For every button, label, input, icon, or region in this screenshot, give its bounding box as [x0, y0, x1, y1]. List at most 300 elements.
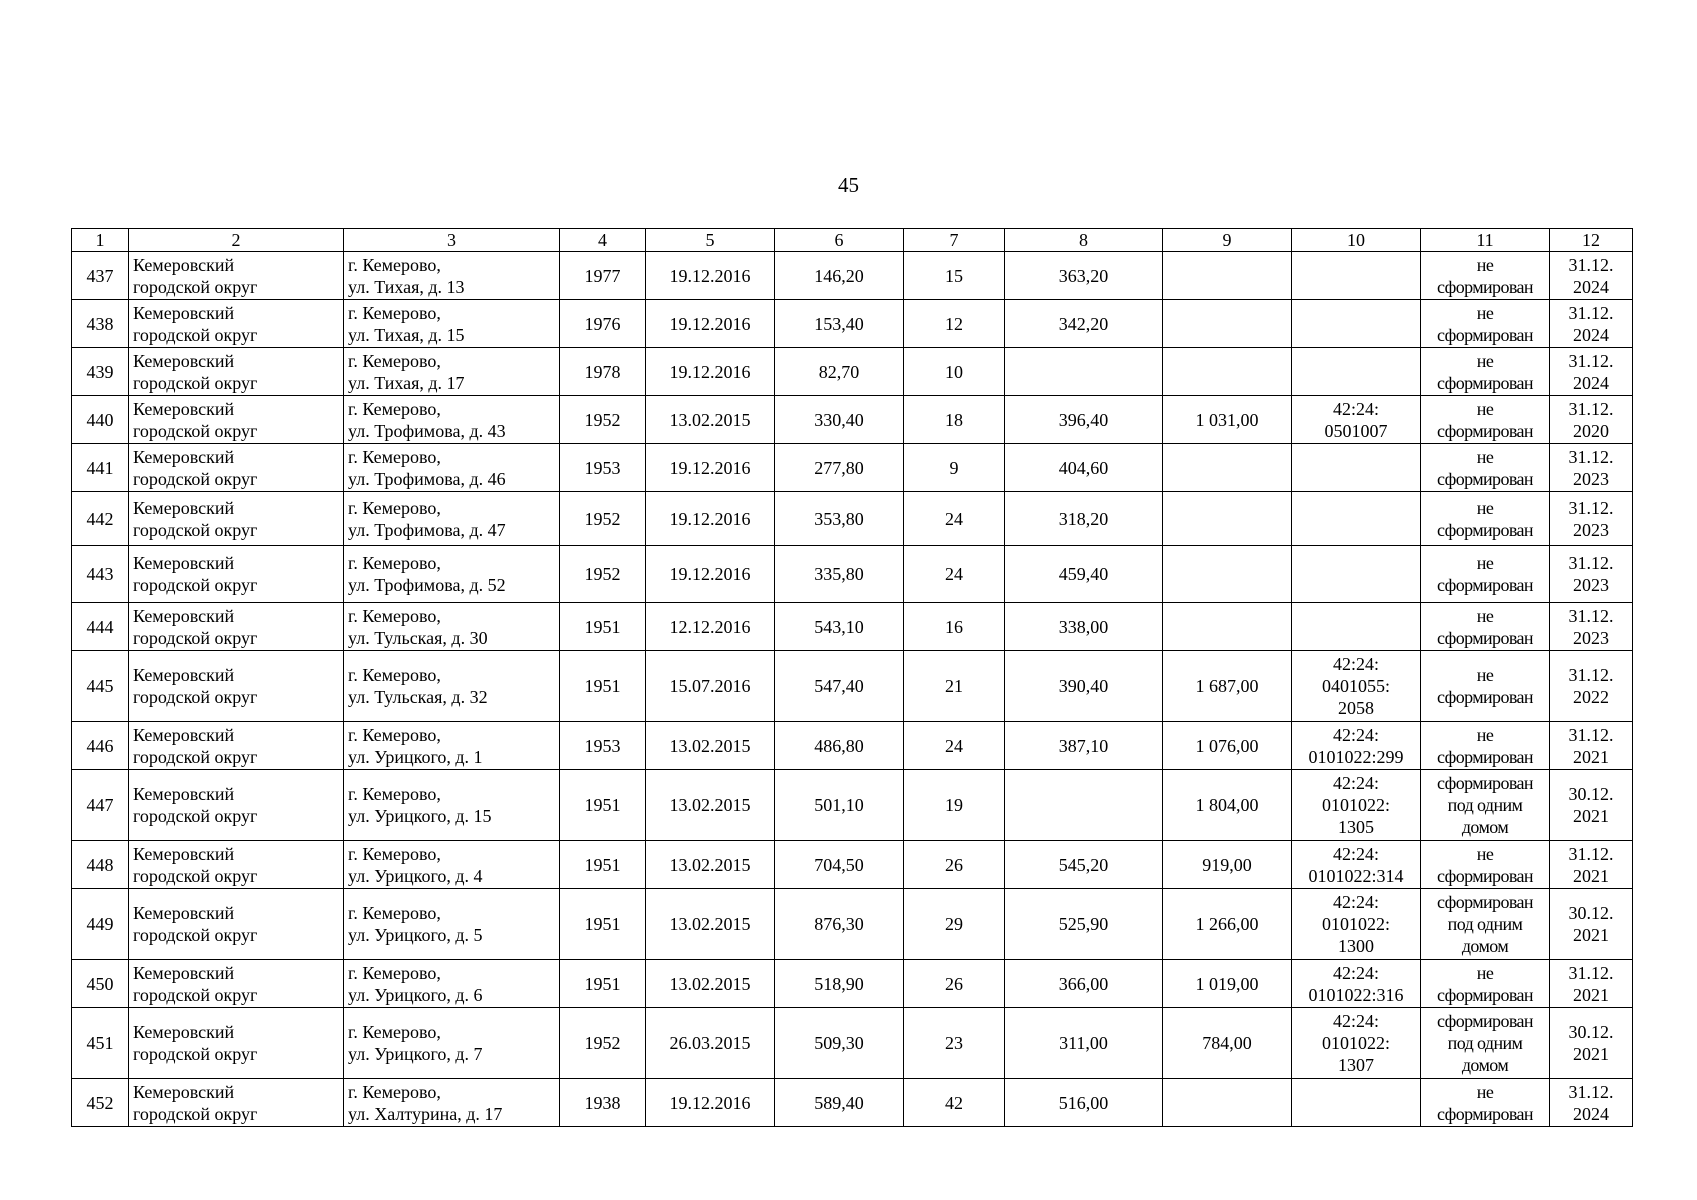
area-cell: 335,80: [775, 546, 904, 603]
deadline-cell-line: 31.12.: [1568, 962, 1614, 983]
deadline-cell-line: 2021: [1573, 984, 1609, 1005]
cadastral-number-cell-line: 0101022:314: [1308, 865, 1404, 886]
area2-cell: 545,20: [1005, 841, 1163, 889]
deadline-cell: [1550, 651, 1633, 722]
municipality-cell-line: Кемеровский: [133, 302, 235, 323]
year-cell: 1976: [560, 300, 646, 348]
deadline-cell-line: 31.12.: [1568, 843, 1614, 864]
land-area-cell: 1 076,00: [1163, 722, 1292, 770]
address-cell-line: г. Кемерово,: [348, 446, 441, 467]
address-cell: [344, 841, 560, 889]
municipality-cell-line: городской округ: [133, 984, 258, 1005]
land-status-cell-line: сформирован: [1437, 1103, 1533, 1124]
count-cell: 23: [904, 1008, 1005, 1079]
cadastral-number-cell: [1292, 889, 1421, 960]
area-cell: 518,90: [775, 960, 904, 1008]
count-cell: 12: [904, 300, 1005, 348]
municipality-cell-line: городской округ: [133, 324, 258, 345]
land-status-cell-line: домом: [1461, 936, 1509, 956]
land-area-cell: 1 687,00: [1163, 651, 1292, 722]
land-area-cell: [1163, 1079, 1292, 1127]
area-cell: 509,30: [775, 1008, 904, 1079]
deadline-cell-line: 31.12.: [1568, 302, 1614, 323]
count-cell: 24: [904, 492, 1005, 546]
address-cell: [344, 889, 560, 960]
row-number-cell: 441: [72, 444, 129, 492]
cadastral-number-cell: [1292, 960, 1421, 1008]
area-cell: 547,40: [775, 651, 904, 722]
year-cell: 1951: [560, 960, 646, 1008]
land-status-cell-line: сформирован: [1437, 687, 1533, 707]
land-status-cell-line: не: [1476, 350, 1494, 371]
year-cell: 1952: [560, 492, 646, 546]
municipality-cell-line: Кемеровский: [133, 398, 235, 419]
land-status-cell: [1421, 722, 1550, 770]
date-cell: 13.02.2015: [646, 889, 775, 960]
land-status-cell-line: сформирован: [1437, 276, 1533, 297]
cadastral-number-cell-line: 42:24:: [1332, 843, 1379, 864]
address-cell-line: ул. Халтурина, д. 17: [348, 1103, 503, 1124]
municipality-cell-line: Кемеровский: [133, 665, 235, 685]
address-cell-line: ул. Урицкого, д. 15: [348, 806, 492, 826]
address-cell-line: г. Кемерово,: [348, 398, 441, 419]
land-status-cell-line: под одним: [1447, 1033, 1523, 1053]
cadastral-number-cell-line: 0101022:316: [1308, 984, 1404, 1005]
municipality-cell-line: Кемеровский: [133, 605, 235, 626]
address-cell-line: г. Кемерово,: [348, 1081, 441, 1102]
row-number-cell: 442: [72, 492, 129, 546]
deadline-cell: [1550, 396, 1633, 444]
count-cell: 15: [904, 252, 1005, 300]
table-row: [72, 444, 1633, 492]
date-cell: 19.12.2016: [646, 546, 775, 603]
cadastral-number-cell-line: 42:24:: [1332, 962, 1379, 983]
row-number-cell: 440: [72, 396, 129, 444]
date-cell: 13.02.2015: [646, 960, 775, 1008]
row-number-cell: 439: [72, 348, 129, 396]
address-cell: [344, 546, 560, 603]
row-number-cell: 452: [72, 1079, 129, 1127]
date-cell: 19.12.2016: [646, 252, 775, 300]
count-cell: 10: [904, 348, 1005, 396]
municipality-cell: [129, 300, 344, 348]
municipality-cell-line: городской округ: [133, 575, 258, 595]
land-status-cell-line: не: [1476, 254, 1494, 275]
cadastral-number-cell: [1292, 300, 1421, 348]
municipality-cell-line: городской округ: [133, 746, 258, 767]
cadastral-number-cell-line: 2058: [1338, 698, 1374, 718]
land-area-cell: 919,00: [1163, 841, 1292, 889]
municipality-cell-line: Кемеровский: [133, 350, 235, 371]
address-cell: [344, 444, 560, 492]
address-cell-line: г. Кемерово,: [348, 254, 441, 275]
address-cell-line: ул. Трофимова, д. 47: [348, 519, 506, 540]
address-cell-line: г. Кемерово,: [348, 350, 441, 371]
year-cell: 1952: [560, 1008, 646, 1079]
column-header: 3: [344, 229, 560, 252]
municipality-cell-line: городской округ: [133, 420, 258, 441]
land-status-cell-line: не: [1476, 398, 1494, 419]
cadastral-number-cell: [1292, 1008, 1421, 1079]
deadline-cell-line: 30.12.: [1568, 903, 1614, 923]
land-area-cell: 784,00: [1163, 1008, 1292, 1079]
cadastral-number-cell-line: 0101022:: [1321, 795, 1390, 815]
deadline-cell: [1550, 492, 1633, 546]
date-cell: 19.12.2016: [646, 1079, 775, 1127]
address-cell-line: ул. Тульская, д. 32: [348, 687, 488, 707]
municipality-cell-line: городской округ: [133, 865, 258, 886]
area-cell: 543,10: [775, 603, 904, 651]
deadline-cell-line: 2021: [1573, 925, 1609, 945]
municipality-cell: [129, 546, 344, 603]
address-cell-line: ул. Тихая, д. 13: [348, 276, 465, 297]
cadastral-number-cell: [1292, 722, 1421, 770]
cadastral-number-cell-line: 1305: [1338, 817, 1374, 837]
table-row: [72, 1008, 1633, 1079]
column-header: 5: [646, 229, 775, 252]
land-status-cell-line: сформирован: [1437, 984, 1533, 1005]
land-status-cell-line: не: [1476, 497, 1494, 518]
column-header: 10: [1292, 229, 1421, 252]
land-status-cell-line: сформирован: [1437, 892, 1533, 912]
row-number-cell: 438: [72, 300, 129, 348]
area-cell: 501,10: [775, 770, 904, 841]
address-cell: [344, 252, 560, 300]
table-body: [72, 252, 1633, 1127]
deadline-cell-line: 2021: [1573, 746, 1609, 767]
deadline-cell-line: 2020: [1573, 420, 1609, 441]
row-number-cell: 444: [72, 603, 129, 651]
row-number-cell: 449: [72, 889, 129, 960]
municipality-cell: [129, 722, 344, 770]
address-cell-line: г. Кемерово,: [348, 605, 441, 626]
count-cell: 21: [904, 651, 1005, 722]
address-cell-line: г. Кемерово,: [348, 1022, 441, 1042]
area2-cell: 338,00: [1005, 603, 1163, 651]
row-number-cell: 443: [72, 546, 129, 603]
table-row: [72, 770, 1633, 841]
address-cell-line: г. Кемерово,: [348, 724, 441, 745]
land-status-cell-line: домом: [1461, 1055, 1509, 1075]
land-status-cell: [1421, 396, 1550, 444]
area2-cell: 363,20: [1005, 252, 1163, 300]
land-status-cell-line: сформирован: [1437, 372, 1533, 393]
deadline-cell-line: 31.12.: [1568, 724, 1614, 745]
land-status-cell-line: сформирован: [1437, 575, 1533, 595]
deadline-cell-line: 2024: [1573, 372, 1609, 393]
date-cell: 15.07.2016: [646, 651, 775, 722]
deadline-cell-line: 2021: [1573, 1044, 1609, 1064]
address-cell-line: г. Кемерово,: [348, 903, 441, 923]
land-status-cell-line: сформирован: [1437, 420, 1533, 441]
date-cell: 13.02.2015: [646, 770, 775, 841]
cadastral-number-cell: [1292, 546, 1421, 603]
deadline-cell-line: 31.12.: [1568, 1081, 1614, 1102]
area-cell: 876,30: [775, 889, 904, 960]
land-area-cell: 1 031,00: [1163, 396, 1292, 444]
land-status-cell-line: не: [1476, 605, 1494, 626]
municipality-cell-line: Кемеровский: [133, 1081, 235, 1102]
date-cell: 13.02.2015: [646, 396, 775, 444]
area2-cell: 396,40: [1005, 396, 1163, 444]
count-cell: 42: [904, 1079, 1005, 1127]
count-cell: 29: [904, 889, 1005, 960]
municipality-cell: [129, 960, 344, 1008]
address-cell-line: г. Кемерово,: [348, 962, 441, 983]
municipality-cell-line: городской округ: [133, 1044, 258, 1064]
address-cell-line: г. Кемерово,: [348, 784, 441, 804]
cadastral-number-cell: [1292, 1079, 1421, 1127]
land-status-cell-line: сформирован: [1437, 468, 1533, 489]
municipality-cell: [129, 252, 344, 300]
cadastral-number-cell-line: 1307: [1338, 1055, 1374, 1075]
land-area-cell: 1 019,00: [1163, 960, 1292, 1008]
cadastral-number-cell-line: 1300: [1338, 936, 1374, 956]
count-cell: 24: [904, 546, 1005, 603]
municipality-cell-line: городской округ: [133, 372, 258, 393]
municipality-cell-line: Кемеровский: [133, 553, 235, 573]
municipality-cell-line: Кемеровский: [133, 843, 235, 864]
address-cell: [344, 770, 560, 841]
deadline-cell-line: 2023: [1573, 519, 1609, 540]
land-area-cell: [1163, 444, 1292, 492]
count-cell: 18: [904, 396, 1005, 444]
deadline-cell-line: 31.12.: [1568, 350, 1614, 371]
municipality-cell: [129, 492, 344, 546]
land-status-cell-line: не: [1476, 962, 1494, 983]
land-status-cell-line: не: [1476, 724, 1494, 745]
land-status-cell: [1421, 651, 1550, 722]
address-cell: [344, 1079, 560, 1127]
cadastral-number-cell-line: 0501007: [1324, 420, 1388, 441]
land-status-cell: [1421, 348, 1550, 396]
address-cell-line: ул. Урицкого, д. 1: [348, 746, 483, 767]
area2-cell: 366,00: [1005, 960, 1163, 1008]
cadastral-number-cell-line: 42:24:: [1332, 398, 1379, 419]
municipality-cell-line: городской округ: [133, 1103, 258, 1124]
table-row: [72, 300, 1633, 348]
land-area-cell: [1163, 300, 1292, 348]
land-area-cell: 1 804,00: [1163, 770, 1292, 841]
address-cell-line: ул. Трофимова, д. 46: [348, 468, 506, 489]
municipality-cell-line: Кемеровский: [133, 446, 235, 467]
municipality-cell: [129, 1079, 344, 1127]
municipality-cell-line: городской округ: [133, 806, 258, 826]
address-cell-line: г. Кемерово,: [348, 553, 441, 573]
deadline-cell-line: 2024: [1573, 276, 1609, 297]
cadastral-number-cell-line: 42:24:: [1332, 892, 1379, 912]
column-header: 4: [560, 229, 646, 252]
land-status-cell: [1421, 960, 1550, 1008]
deadline-cell: [1550, 1079, 1633, 1127]
land-status-cell: [1421, 252, 1550, 300]
deadline-cell-line: 2024: [1573, 1103, 1609, 1124]
address-cell-line: ул. Урицкого, д. 7: [348, 1044, 483, 1064]
cadastral-number-cell: [1292, 841, 1421, 889]
address-cell: [344, 492, 560, 546]
deadline-cell-line: 31.12.: [1568, 254, 1614, 275]
deadline-cell: [1550, 960, 1633, 1008]
deadline-cell: [1550, 770, 1633, 841]
area2-cell: 311,00: [1005, 1008, 1163, 1079]
table-row: [72, 492, 1633, 546]
municipality-cell-line: городской округ: [133, 468, 258, 489]
land-area-cell: [1163, 252, 1292, 300]
municipality-cell-line: Кемеровский: [133, 254, 235, 275]
deadline-cell-line: 2021: [1573, 806, 1609, 826]
address-cell-line: ул. Тихая, д. 17: [348, 372, 465, 393]
year-cell: 1978: [560, 348, 646, 396]
cadastral-number-cell: [1292, 603, 1421, 651]
page-number: 45: [838, 173, 859, 197]
date-cell: 13.02.2015: [646, 722, 775, 770]
land-status-cell-line: не: [1476, 843, 1494, 864]
deadline-cell-line: 31.12.: [1568, 446, 1614, 467]
land-area-cell: [1163, 546, 1292, 603]
row-number-cell: 437: [72, 252, 129, 300]
municipality-cell-line: Кемеровский: [133, 1022, 235, 1042]
count-cell: 19: [904, 770, 1005, 841]
address-cell: [344, 396, 560, 444]
row-number-cell: 446: [72, 722, 129, 770]
area2-cell: 390,40: [1005, 651, 1163, 722]
municipality-cell-line: Кемеровский: [133, 784, 235, 804]
cadastral-number-cell-line: 42:24:: [1332, 773, 1379, 793]
deadline-cell-line: 31.12.: [1568, 553, 1614, 573]
deadline-cell-line: 31.12.: [1568, 665, 1614, 685]
date-cell: 19.12.2016: [646, 444, 775, 492]
land-status-cell: [1421, 546, 1550, 603]
address-cell: [344, 603, 560, 651]
municipality-cell-line: Кемеровский: [133, 903, 235, 923]
address-cell-line: ул. Урицкого, д. 5: [348, 925, 483, 945]
municipality-cell: [129, 770, 344, 841]
cadastral-number-cell-line: 42:24:: [1332, 654, 1379, 674]
land-area-cell: [1163, 603, 1292, 651]
area2-cell: 318,20: [1005, 492, 1163, 546]
deadline-cell-line: 2021: [1573, 865, 1609, 886]
land-status-cell-line: не: [1476, 1081, 1494, 1102]
column-header: 2: [129, 229, 344, 252]
municipality-cell: [129, 348, 344, 396]
land-status-cell-line: сформирован: [1437, 519, 1533, 540]
deadline-cell: [1550, 444, 1633, 492]
table-row: [72, 603, 1633, 651]
year-cell: 1953: [560, 722, 646, 770]
municipality-cell: [129, 651, 344, 722]
cadastral-number-cell: [1292, 252, 1421, 300]
address-cell-line: ул. Тихая, д. 15: [348, 324, 465, 345]
column-header: 12: [1550, 229, 1633, 252]
municipality-cell: [129, 603, 344, 651]
area-cell: 82,70: [775, 348, 904, 396]
land-area-cell: 1 266,00: [1163, 889, 1292, 960]
housing-registry-table: [71, 228, 1633, 1127]
land-status-cell: [1421, 770, 1550, 841]
land-status-cell-line: не: [1476, 553, 1494, 573]
land-status-cell-line: сформирован: [1437, 627, 1533, 648]
count-cell: 26: [904, 841, 1005, 889]
area2-cell: 387,10: [1005, 722, 1163, 770]
area-cell: 353,80: [775, 492, 904, 546]
deadline-cell: [1550, 252, 1633, 300]
municipality-cell: [129, 396, 344, 444]
deadline-cell-line: 2023: [1573, 575, 1609, 595]
address-cell-line: ул. Тульская, д. 30: [348, 627, 488, 648]
land-area-cell: [1163, 492, 1292, 546]
deadline-cell: [1550, 300, 1633, 348]
cadastral-number-cell-line: 0401055:: [1321, 676, 1390, 696]
year-cell: 1951: [560, 841, 646, 889]
table-row: [72, 960, 1633, 1008]
deadline-cell-line: 30.12.: [1568, 784, 1614, 804]
table-row: [72, 722, 1633, 770]
municipality-cell-line: Кемеровский: [133, 962, 235, 983]
deadline-cell: [1550, 546, 1633, 603]
address-cell: [344, 300, 560, 348]
year-cell: 1951: [560, 770, 646, 841]
deadline-cell: [1550, 348, 1633, 396]
column-header: 11: [1421, 229, 1550, 252]
land-status-cell: [1421, 1079, 1550, 1127]
date-cell: 13.02.2015: [646, 841, 775, 889]
count-cell: 16: [904, 603, 1005, 651]
land-status-cell-line: под одним: [1447, 914, 1523, 934]
address-cell: [344, 960, 560, 1008]
row-number-cell: 447: [72, 770, 129, 841]
row-number-cell: 445: [72, 651, 129, 722]
year-cell: 1951: [560, 889, 646, 960]
land-status-cell-line: сформирован: [1437, 324, 1533, 345]
cadastral-number-cell: [1292, 444, 1421, 492]
address-cell-line: ул. Урицкого, д. 4: [348, 865, 483, 886]
table-row: [72, 252, 1633, 300]
area-cell: 486,80: [775, 722, 904, 770]
deadline-cell: [1550, 889, 1633, 960]
land-status-cell: [1421, 1008, 1550, 1079]
land-status-cell: [1421, 492, 1550, 546]
area-cell: 153,40: [775, 300, 904, 348]
table-row: [72, 396, 1633, 444]
area2-cell: [1005, 770, 1163, 841]
address-cell-line: г. Кемерово,: [348, 497, 441, 518]
date-cell: 19.12.2016: [646, 348, 775, 396]
year-cell: 1952: [560, 546, 646, 603]
address-cell: [344, 348, 560, 396]
deadline-cell-line: 2023: [1573, 627, 1609, 648]
count-cell: 9: [904, 444, 1005, 492]
municipality-cell: [129, 889, 344, 960]
deadline-cell-line: 31.12.: [1568, 497, 1614, 518]
table-row: [72, 348, 1633, 396]
year-cell: 1952: [560, 396, 646, 444]
land-status-cell-line: не: [1476, 665, 1494, 685]
municipality-cell-line: городской округ: [133, 687, 258, 707]
deadline-cell: [1550, 603, 1633, 651]
table-row: [72, 546, 1633, 603]
land-status-cell: [1421, 889, 1550, 960]
year-cell: 1951: [560, 651, 646, 722]
deadline-cell-line: 31.12.: [1568, 605, 1614, 626]
area-cell: 330,40: [775, 396, 904, 444]
municipality-cell-line: городской округ: [133, 276, 258, 297]
area-cell: 277,80: [775, 444, 904, 492]
address-cell-line: г. Кемерово,: [348, 843, 441, 864]
date-cell: 26.03.2015: [646, 1008, 775, 1079]
deadline-cell-line: 2023: [1573, 468, 1609, 489]
cadastral-number-cell-line: 0101022:: [1321, 914, 1390, 934]
municipality-cell-line: городской округ: [133, 925, 258, 945]
